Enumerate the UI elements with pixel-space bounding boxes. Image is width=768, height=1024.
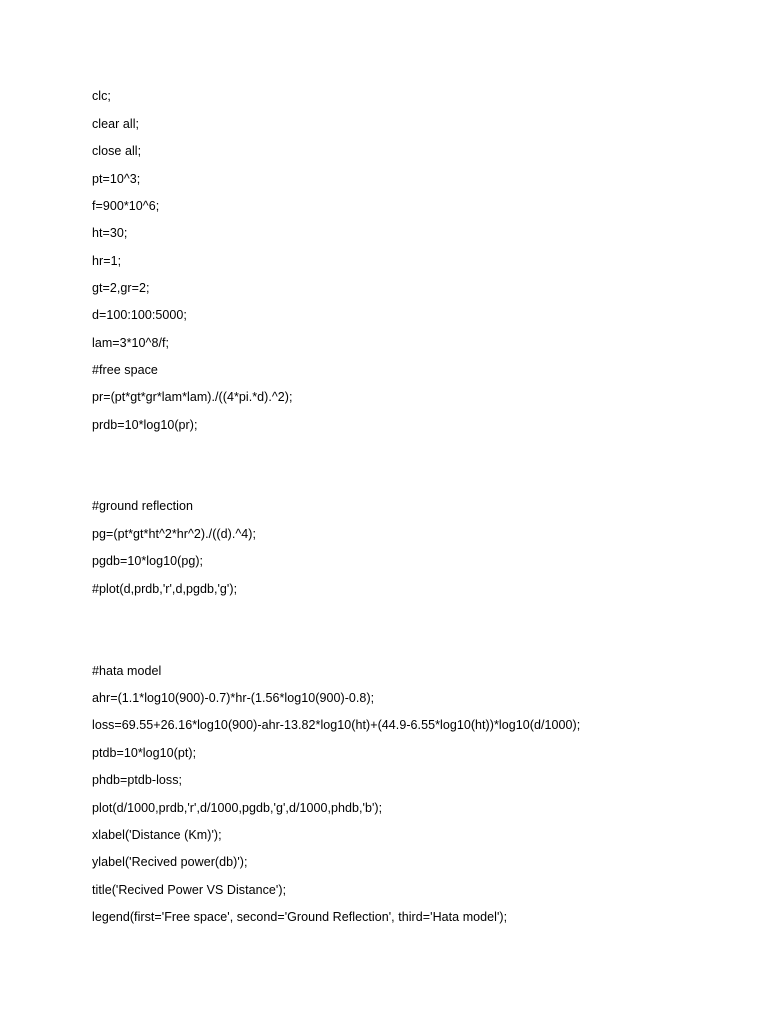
comment-line: #free space [92, 363, 158, 377]
comment-line: #hata model [92, 664, 162, 678]
comment-line: #ground reflection [92, 499, 193, 513]
code-line: pr=(pt*gt*gr*lam*lam)./((4*pi.*d).^2); [92, 390, 293, 404]
code-line: ahr=(1.1*log10(900)-0.7)*hr-(1.56*log10(900)-0.8); [92, 691, 375, 705]
code-line: phdb=ptdb-loss; [92, 773, 183, 787]
code-line: legend(first='Free space', second='Ground Reflection', third='Hata model'); [92, 910, 508, 924]
comment-line: #plot(d,prdb,'r',d,pgdb,'g'); [92, 582, 238, 596]
code-line: pg=(pt*gt*ht^2*hr^2)./((d).^4); [92, 527, 257, 541]
code-line: lam=3*10^8/f; [92, 336, 170, 350]
code-line: plot(d/1000,prdb,'r',d/1000,pgdb,'g',d/1000,phdb,'b'); [92, 801, 383, 815]
code-line: ptdb=10*log10(pt); [92, 746, 197, 760]
code-line: prdb=10*log10(pr); [92, 418, 198, 432]
code-line: ht=30; [92, 226, 128, 240]
code-line: loss=69.55+26.16*log10(900)-ahr-13.82*log10(ht)+(44.9-6.55*log10(ht))*log10(d/1000); [92, 718, 581, 732]
code-line: gt=2,gr=2; [92, 281, 150, 295]
code-line: hr=1; [92, 254, 122, 268]
code-line: pt=10^3; [92, 172, 141, 186]
code-line: ylabel('Recived power(db)'); [92, 855, 248, 869]
code-line: title('Recived Power VS Distance'); [92, 883, 287, 897]
code-line: clear all; [92, 117, 140, 131]
code-line: close all; [92, 144, 142, 158]
code-line: f=900*10^6; [92, 199, 160, 213]
code-line: clc; [92, 89, 111, 103]
code-line: d=100:100:5000; [92, 308, 187, 322]
code-line: pgdb=10*log10(pg); [92, 554, 204, 568]
code-line: xlabel('Distance (Km)'); [92, 828, 222, 842]
